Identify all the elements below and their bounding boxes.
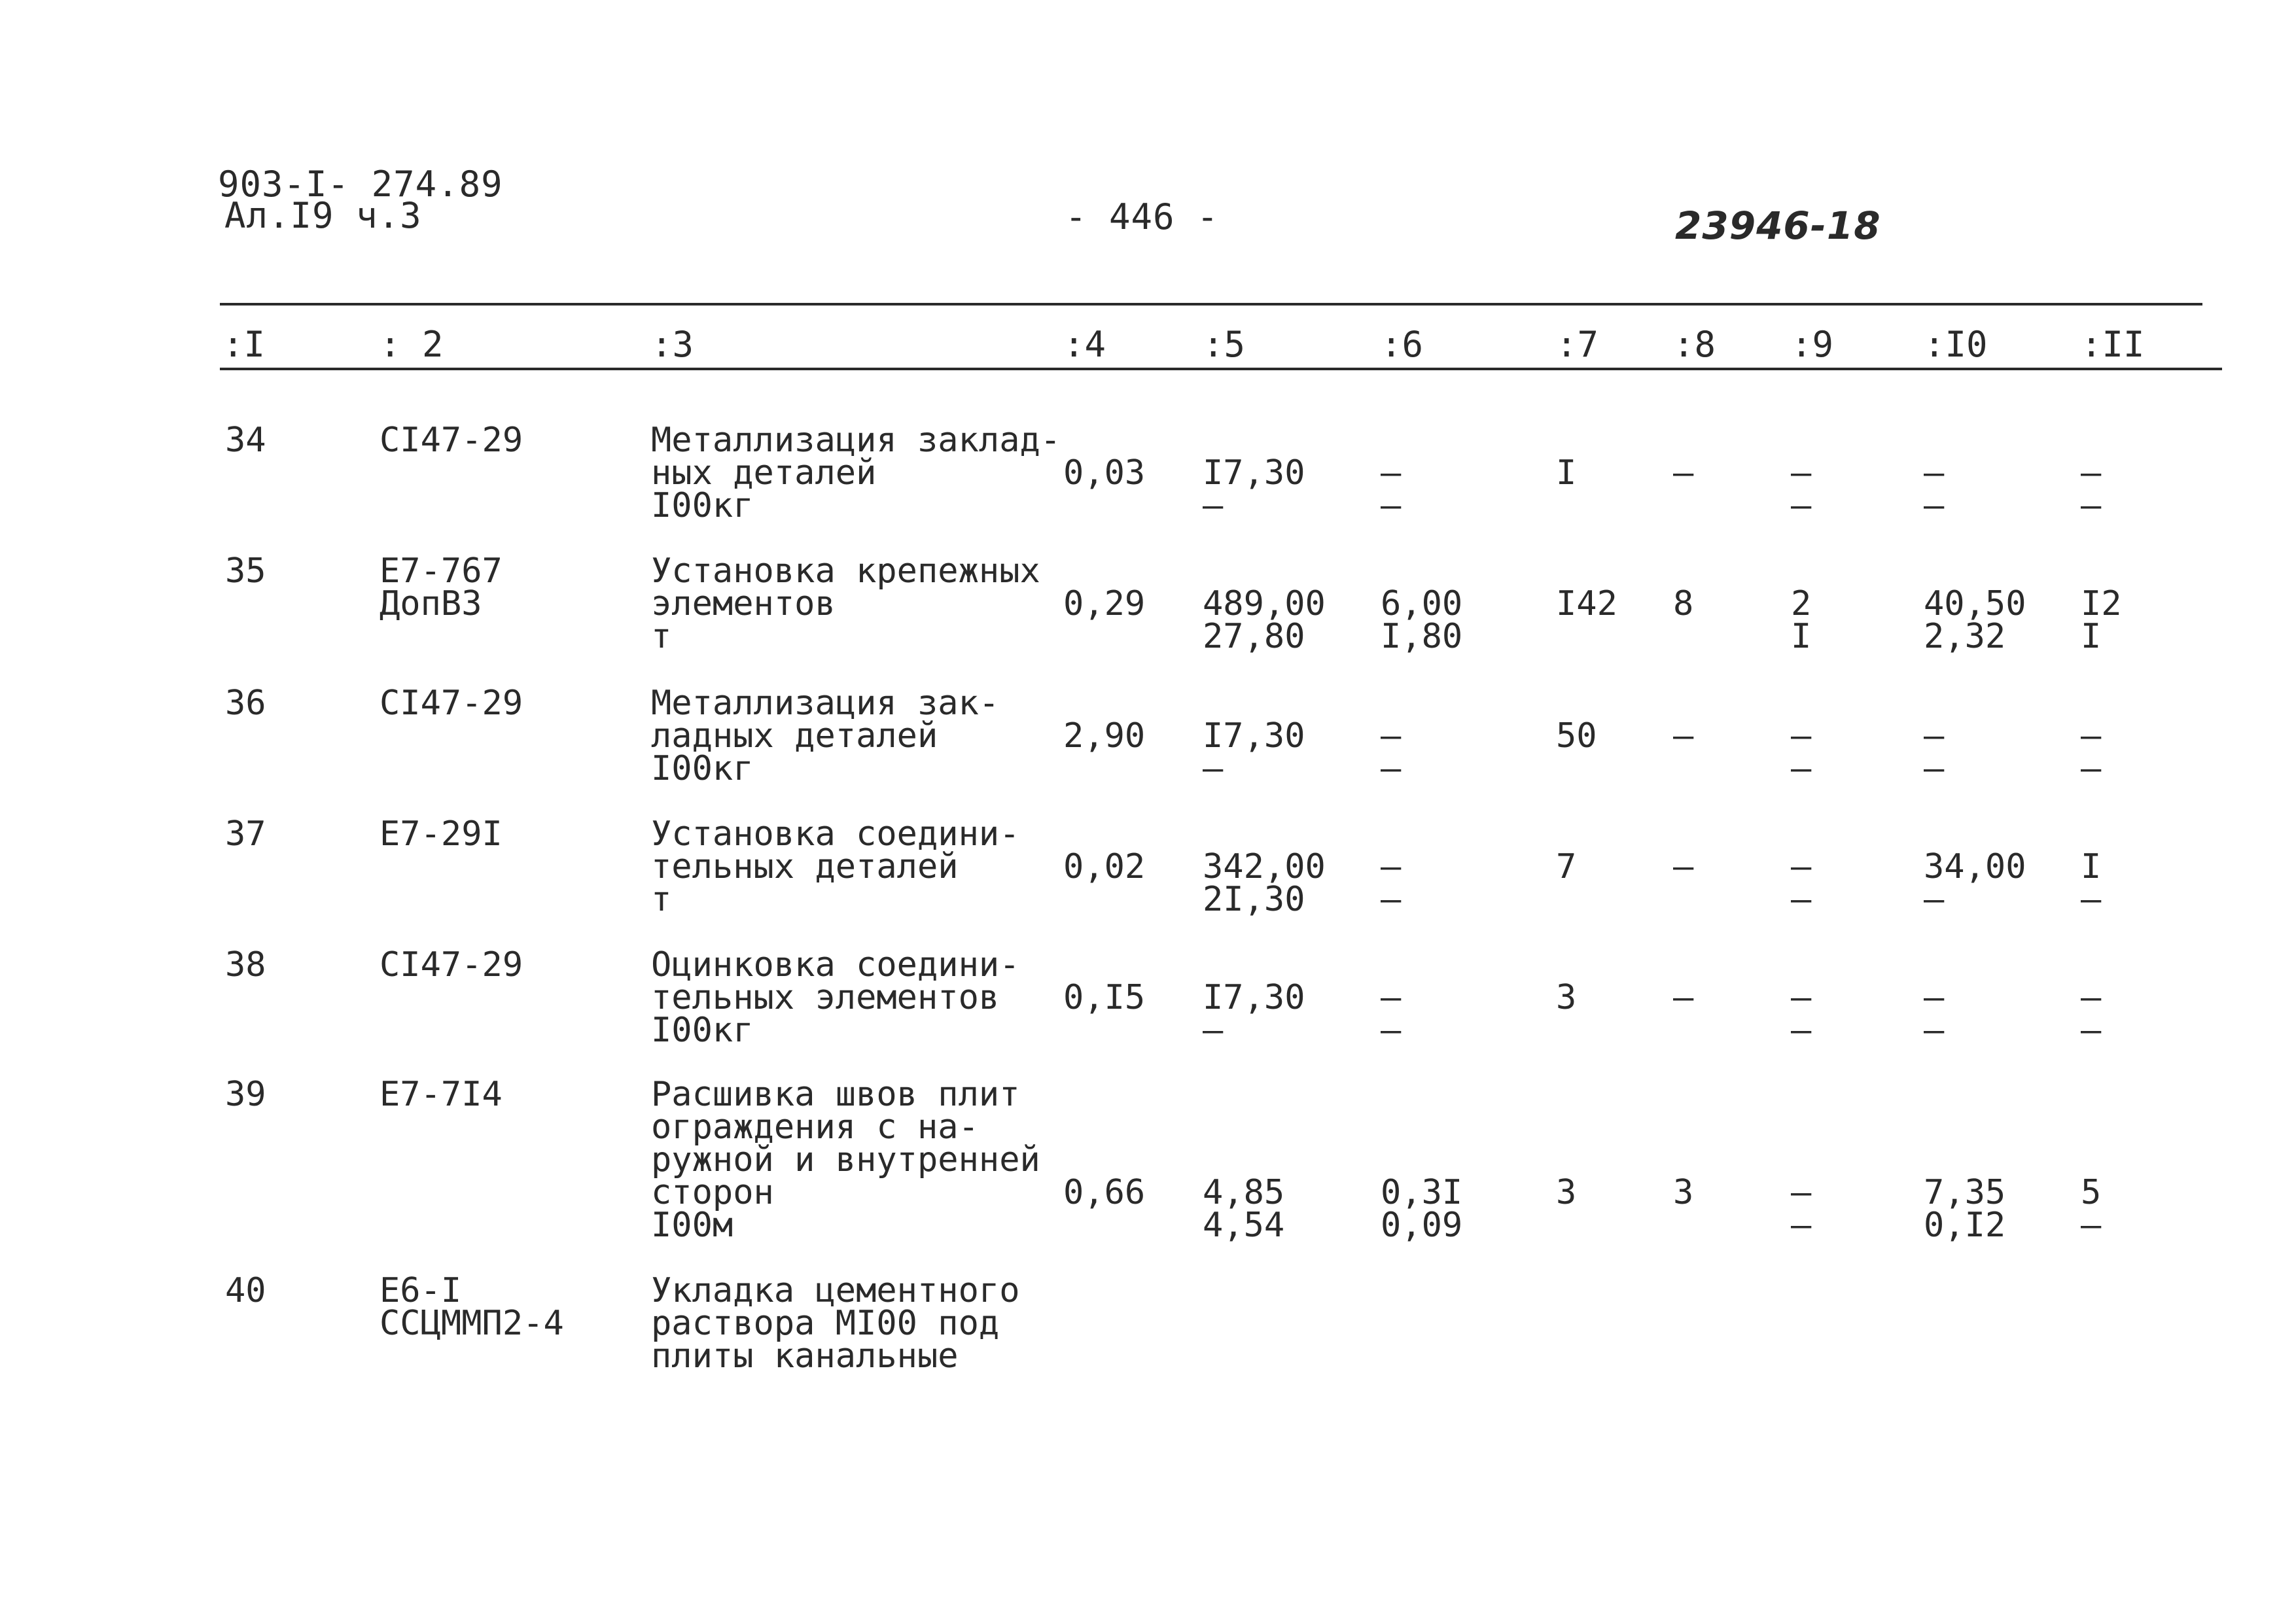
labor-unit — [1924, 1173, 2006, 1245]
unit-cost — [1203, 716, 1305, 788]
column-header-col-3: :3 — [651, 324, 694, 365]
machine-total: – — [1673, 453, 1694, 493]
unit-cost-line: – — [1203, 749, 1224, 788]
unit-cost — [1203, 453, 1305, 525]
labor-total-line: I — [2081, 847, 2102, 886]
column-header-col-6: :6 — [1381, 324, 1424, 365]
machine-cost-line: – — [1381, 978, 1402, 1017]
column-header-col-8: :8 — [1673, 324, 1716, 365]
row-number: 40 — [225, 1271, 266, 1310]
work-description — [651, 1271, 1020, 1376]
labor-total-line: I — [2081, 617, 2102, 656]
labor-unit-line: 40,50 — [1924, 584, 2026, 623]
work-description-line: ограждения с на- — [651, 1108, 979, 1147]
labor-unit-line: 0,I2 — [1924, 1206, 2006, 1245]
labor-total — [2081, 453, 2102, 525]
labor-unit-line: 7,35 — [1924, 1173, 2006, 1212]
unit-cost-line: 342,00 — [1203, 847, 1326, 886]
machine-cost — [1381, 716, 1402, 788]
unit-cost — [1203, 1173, 1285, 1245]
work-description-line: сторон — [651, 1173, 774, 1212]
resource-code — [380, 1075, 503, 1114]
column-header-col-4: :4 — [1063, 324, 1106, 365]
labor-unit — [1924, 584, 2026, 656]
machine-cost-line: – — [1381, 486, 1402, 525]
column-header-rule — [220, 368, 2222, 370]
column-9-value — [1791, 584, 1812, 656]
work-description-line: ных деталей — [651, 453, 877, 493]
column-9-value — [1791, 978, 1812, 1050]
total-cost: I — [1556, 453, 1577, 493]
labor-unit-line: – — [1924, 978, 1945, 1017]
machine-cost-line: – — [1381, 847, 1402, 886]
work-description-line: Укладка цементного — [651, 1271, 1020, 1310]
quantity: 0,66 — [1063, 1173, 1146, 1212]
labor-unit-line: 34,00 — [1924, 847, 2026, 886]
labor-unit-line: – — [1924, 453, 1945, 493]
work-description-line: тельных деталей — [651, 847, 959, 886]
resource-code — [380, 684, 523, 723]
work-description-line: Установка соедини- — [651, 814, 1020, 854]
unit-cost-line: 27,80 — [1203, 617, 1305, 656]
top-rule — [220, 303, 2202, 305]
quantity: 0,03 — [1063, 453, 1146, 493]
labor-unit — [1924, 847, 2026, 919]
resource-code — [380, 945, 523, 985]
labor-unit-line: 2,32 — [1924, 617, 2006, 656]
unit-cost-line: I7,30 — [1203, 453, 1305, 493]
work-description-line: Металлизация заклад- — [651, 421, 1061, 460]
total-cost: I42 — [1556, 584, 1617, 623]
resource-code-line: CI47-29 — [380, 684, 523, 723]
labor-total-line: – — [2081, 749, 2102, 788]
machine-cost-line: I,80 — [1381, 617, 1463, 656]
document-code: 903-I- 274.89 — [218, 164, 503, 205]
resource-code-line: CI47-29 — [380, 945, 523, 985]
column-9-value-line: – — [1791, 716, 1812, 756]
machine-total: – — [1673, 716, 1694, 756]
work-description — [651, 421, 1061, 525]
machine-cost-line: – — [1381, 716, 1402, 756]
row-number: 39 — [225, 1075, 266, 1114]
album-reference: Ал.I9 ч.3 — [224, 195, 422, 236]
column-header-col-9: :9 — [1791, 324, 1834, 365]
labor-unit-line: – — [1924, 749, 1945, 788]
work-description-line: ружной и внутренней — [651, 1140, 1040, 1179]
work-description-line: ладных деталей — [651, 716, 938, 756]
work-description-line: плиты канальные — [651, 1336, 959, 1376]
unit-cost — [1203, 978, 1305, 1050]
work-description-line: раствора МI00 под — [651, 1304, 1000, 1343]
labor-total-line: – — [2081, 978, 2102, 1017]
machine-cost — [1381, 453, 1402, 525]
machine-cost-line: 0,09 — [1381, 1206, 1463, 1245]
machine-cost — [1381, 847, 1402, 919]
labor-total-line: I2 — [2081, 584, 2122, 623]
column-9-value-line: 2 — [1791, 584, 1812, 623]
labor-total — [2081, 716, 2102, 788]
unit-cost-line: – — [1203, 486, 1224, 525]
column-9-value-line: – — [1791, 880, 1812, 919]
labor-unit — [1924, 453, 1945, 525]
column-9-value-line: I — [1791, 617, 1812, 656]
machine-total: – — [1673, 847, 1694, 886]
column-header-col-5: :5 — [1203, 324, 1246, 365]
unit-cost-line: 489,00 — [1203, 584, 1326, 623]
work-description-line: т — [651, 880, 672, 919]
page-number: - 446 - — [1065, 196, 1219, 237]
labor-total-line: 5 — [2081, 1173, 2102, 1212]
labor-total — [2081, 978, 2102, 1050]
machine-cost — [1381, 584, 1463, 656]
machine-cost-line: – — [1381, 453, 1402, 493]
column-header-col-2: : 2 — [380, 324, 444, 365]
resource-code-line: E7-7I4 — [380, 1075, 503, 1114]
column-header-col-1: :I — [222, 324, 266, 365]
quantity: 0,02 — [1063, 847, 1146, 886]
quantity: 0,I5 — [1063, 978, 1146, 1017]
unit-cost-line: 4,54 — [1203, 1206, 1285, 1245]
unit-cost-line: I7,30 — [1203, 978, 1305, 1017]
column-9-value-line: – — [1791, 847, 1812, 886]
work-description-line: I00кг — [651, 749, 754, 788]
labor-total-line: – — [2081, 486, 2102, 525]
resource-code — [380, 551, 503, 623]
labor-total-line: – — [2081, 716, 2102, 756]
column-9-value-line: – — [1791, 978, 1812, 1017]
resource-code — [380, 1271, 564, 1343]
resource-code — [380, 421, 523, 460]
work-description-line: I00м — [651, 1206, 733, 1245]
column-header-col-7: :7 — [1556, 324, 1599, 365]
work-description — [651, 684, 1000, 788]
unit-cost-line: – — [1203, 1011, 1224, 1050]
resource-code-line: CI47-29 — [380, 421, 523, 460]
unit-cost — [1203, 847, 1326, 919]
machine-cost-line: – — [1381, 1011, 1402, 1050]
labor-total — [2081, 847, 2102, 919]
work-description-line: Установка крепежных — [651, 551, 1040, 591]
column-9-value-line: – — [1791, 749, 1812, 788]
total-cost: 3 — [1556, 1173, 1577, 1212]
work-description-line: Оцинковка соедини- — [651, 945, 1020, 985]
row-number: 35 — [225, 551, 266, 591]
labor-total — [2081, 1173, 2102, 1245]
work-description-line: I00кг — [651, 486, 754, 525]
column-header-col-11: :II — [2081, 324, 2145, 365]
unit-cost — [1203, 584, 1326, 656]
resource-code-line: E7-29I — [380, 814, 503, 854]
machine-cost-line: 0,3I — [1381, 1173, 1463, 1212]
column-header-col-10: :I0 — [1924, 324, 1988, 365]
machine-total: – — [1673, 978, 1694, 1017]
quantity: 0,29 — [1063, 584, 1146, 623]
work-description — [651, 1075, 1040, 1245]
labor-unit — [1924, 978, 1945, 1050]
column-9-value-line: – — [1791, 1011, 1812, 1050]
machine-total: 8 — [1673, 584, 1694, 623]
labor-total-line: – — [2081, 880, 2102, 919]
total-cost: 3 — [1556, 978, 1577, 1017]
resource-code-line: E6-I — [380, 1271, 462, 1310]
unit-cost-line: 2I,30 — [1203, 880, 1305, 919]
work-description — [651, 945, 1020, 1050]
labor-total — [2081, 584, 2122, 656]
row-number: 34 — [225, 421, 266, 460]
total-cost: 50 — [1556, 716, 1597, 756]
labor-unit — [1924, 716, 1945, 788]
work-description-line: Расшивка швов плит — [651, 1075, 1020, 1114]
inventory-number: 23946-18 — [1675, 203, 1881, 248]
machine-total: 3 — [1673, 1173, 1694, 1212]
unit-cost-line: 4,85 — [1203, 1173, 1285, 1212]
labor-unit-line: – — [1924, 1011, 1945, 1050]
resource-code-line: ДопВ3 — [380, 584, 482, 623]
column-9-value-line: – — [1791, 486, 1812, 525]
quantity: 2,90 — [1063, 716, 1146, 756]
labor-total-line: – — [2081, 1206, 2102, 1245]
machine-cost-line: – — [1381, 749, 1402, 788]
resource-code-line: ССЦММП2-4 — [380, 1304, 564, 1343]
resource-code-line: E7-767 — [380, 551, 503, 591]
column-9-value-line: – — [1791, 453, 1812, 493]
machine-cost-line: – — [1381, 880, 1402, 919]
work-description-line: т — [651, 617, 672, 656]
work-description-line: тельных элементов — [651, 978, 1000, 1017]
column-9-value — [1791, 1173, 1812, 1245]
machine-cost — [1381, 978, 1402, 1050]
row-number: 38 — [225, 945, 266, 985]
column-9-value-line: – — [1791, 1206, 1812, 1245]
labor-unit-line: – — [1924, 486, 1945, 525]
work-description-line: элементов — [651, 584, 836, 623]
work-description-line: Металлизация зак- — [651, 684, 1000, 723]
work-description — [651, 814, 1020, 919]
unit-cost-line: I7,30 — [1203, 716, 1305, 756]
labor-unit-line: – — [1924, 880, 1945, 919]
column-9-value — [1791, 847, 1812, 919]
row-number: 37 — [225, 814, 266, 854]
labor-total-line: – — [2081, 453, 2102, 493]
column-9-value — [1791, 716, 1812, 788]
machine-cost-line: 6,00 — [1381, 584, 1463, 623]
row-number: 36 — [225, 684, 266, 723]
total-cost: 7 — [1556, 847, 1577, 886]
work-description — [651, 551, 1040, 656]
resource-code — [380, 814, 503, 854]
column-9-value-line: – — [1791, 1173, 1812, 1212]
labor-unit-line: – — [1924, 716, 1945, 756]
machine-cost — [1381, 1173, 1463, 1245]
labor-total-line: – — [2081, 1011, 2102, 1050]
column-9-value — [1791, 453, 1812, 525]
work-description-line: I00кг — [651, 1011, 754, 1050]
